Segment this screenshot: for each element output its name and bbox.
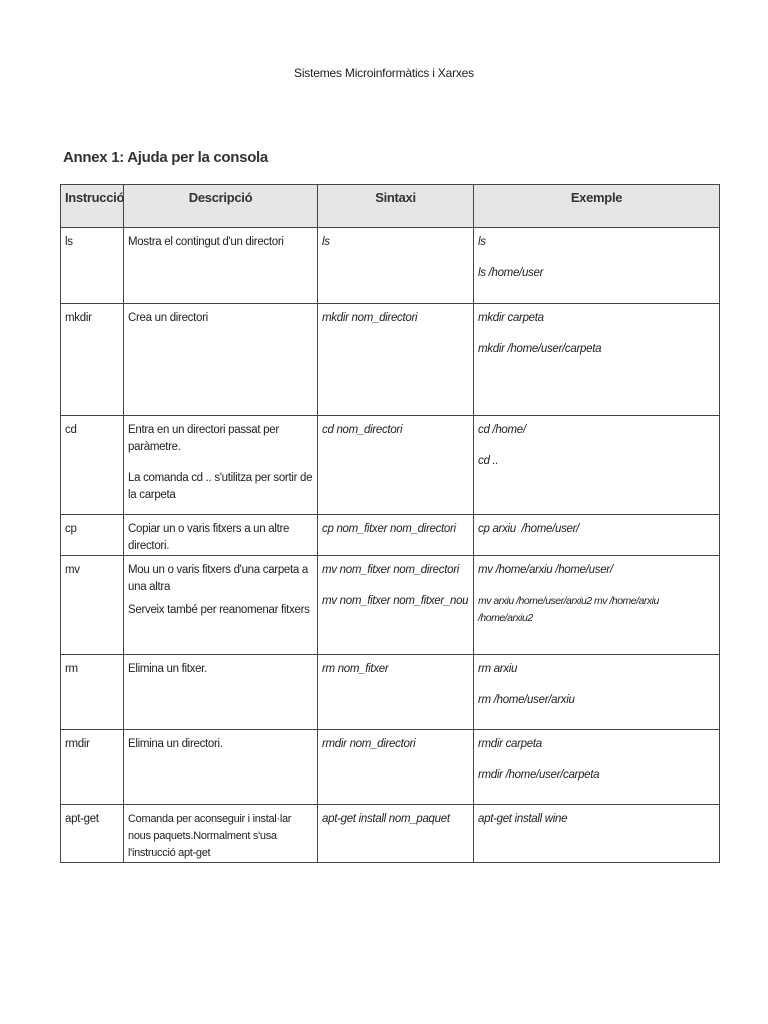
cell-syntax: rm nom_fitxer xyxy=(318,655,474,730)
table-row xyxy=(61,556,720,655)
command-table xyxy=(60,184,720,863)
cell-example: mkdir carpeta mkdir /home/user/carpeta xyxy=(474,304,720,416)
cell-description: Entra en un directori passat per paràmetre. La comanda cd .. s'utilitza per sortir de la carpeta xyxy=(124,416,318,515)
cell-description: Mou un o varis fitxers d'una carpeta a una altra Serveix també per reanomenar fitxers xyxy=(124,556,318,655)
column-header-sintaxi: Sintaxi xyxy=(318,185,474,228)
cell-example: mv /home/arxiu /home/user/ mv arxiu /home/user/arxiu2 mv /home/arxiu /home/arxiu2 xyxy=(474,556,720,655)
cell-syntax: mkdir nom_directori xyxy=(318,304,474,416)
cell-command: rmdir xyxy=(61,730,124,805)
cell-command: ls xyxy=(61,228,124,304)
column-header-exemple: Exemple xyxy=(474,185,720,228)
cell-description: Crea un directori xyxy=(124,304,318,416)
cell-syntax: apt-get install nom_paquet xyxy=(318,805,474,863)
cell-command: apt-get xyxy=(61,805,124,863)
cell-description: Comanda per aconseguir i instal·lar nous paquets.Normalment s'usa l'instrucció apt-get xyxy=(124,805,318,863)
cell-command: mkdir xyxy=(61,304,124,416)
cell-description: Copiar un o varis fitxers a un altre directori. xyxy=(124,515,318,556)
column-header-instruccio: Instrucció xyxy=(61,185,124,228)
annex-title: Annex 1: Ajuda per la consola xyxy=(63,149,268,166)
cell-example: apt-get install wine xyxy=(474,805,720,863)
cell-description: Elimina un fitxer. xyxy=(124,655,318,730)
table-row xyxy=(61,655,720,730)
cell-command: cp xyxy=(61,515,124,556)
cell-command: cd xyxy=(61,416,124,515)
cell-example: ls ls /home/user xyxy=(474,228,720,304)
table-row xyxy=(61,416,720,515)
page-header: Sistemes Microinformàtics i Xarxes xyxy=(294,66,474,80)
cell-description: Mostra el contingut d'un directori xyxy=(124,228,318,304)
cell-example: cp arxiu /home/user/ xyxy=(474,515,720,556)
table-row xyxy=(61,805,720,863)
table-row xyxy=(61,730,720,805)
cell-command: rm xyxy=(61,655,124,730)
cell-example: rmdir carpeta rmdir /home/user/carpeta xyxy=(474,730,720,805)
table-row xyxy=(61,515,720,556)
cell-command: mv xyxy=(61,556,124,655)
cell-example: cd /home/ cd .. xyxy=(474,416,720,515)
cell-syntax: cd nom_directori xyxy=(318,416,474,515)
cell-description: Elimina un directori. xyxy=(124,730,318,805)
table-row xyxy=(61,304,720,416)
cell-syntax: mv nom_fitxer nom_directori mv nom_fitxer nom_fitxer_nou xyxy=(318,556,474,655)
table-header-row xyxy=(61,185,720,228)
table-row xyxy=(61,228,720,304)
cell-syntax: rmdir nom_directori xyxy=(318,730,474,805)
cell-example: rm arxiu rm /home/user/arxiu xyxy=(474,655,720,730)
cell-syntax: cp nom_fitxer nom_directori xyxy=(318,515,474,556)
cell-syntax: ls xyxy=(318,228,474,304)
column-header-descripcio: Descripció xyxy=(124,185,318,228)
